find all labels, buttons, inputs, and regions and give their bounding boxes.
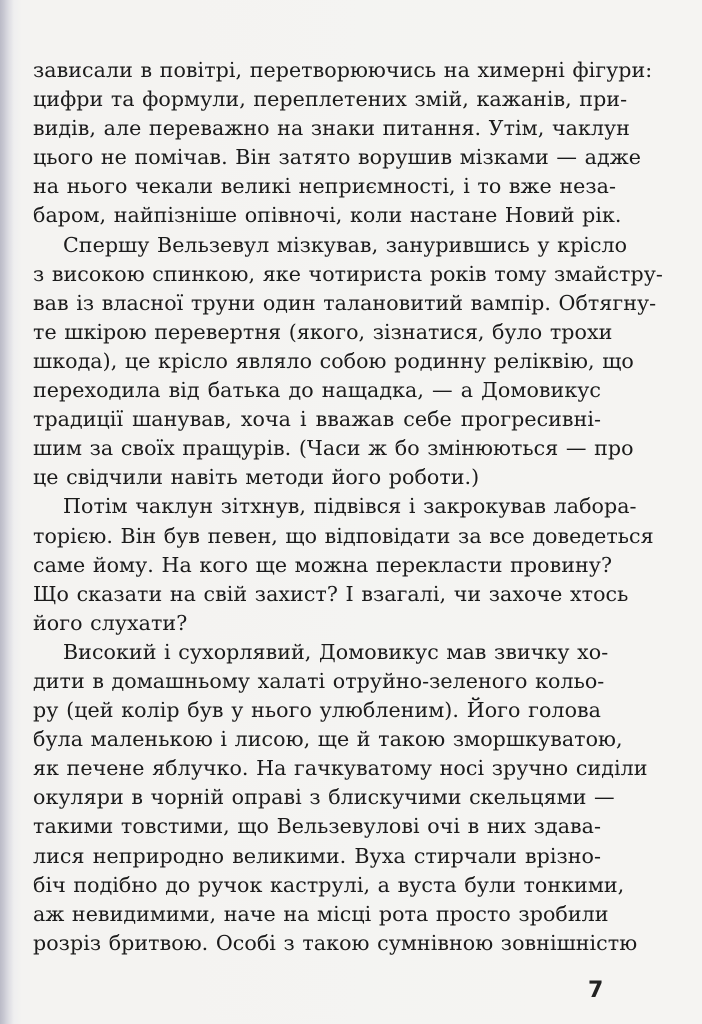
text-line: вав із власної труни один талановитий вампір. Обтягну-	[33, 290, 657, 315]
text-line: на нього чекали великі неприємності, і то вже неза-	[33, 174, 617, 199]
text-line: традиції шанував, хоча і вважав себе прогресивні-	[33, 407, 601, 432]
text-line: шим за своїх пращурів. (Часи ж бо змінюються — про	[33, 436, 634, 461]
text-line: з високою спинкою, яке чотириста років тому змайстру-	[33, 261, 663, 286]
text-line: розріз бритвою. Особі з такою сумнівною зовнішністю	[33, 930, 638, 955]
body-text	[33, 56, 663, 958]
spine-shadow	[0, 0, 14, 1024]
text-line: баром, найпізніше опівночі, коли настане Новий рік.	[33, 203, 622, 228]
page-number: 7	[588, 978, 604, 1003]
text-line: як печене яблучко. На гачкуватому носі зручно сиділи	[33, 756, 648, 781]
text-line: торією. Він був певен, що відповідати за все доведеться	[33, 523, 654, 548]
text-line: була маленькою і лисою, ще й такою зморшкуватою,	[33, 727, 623, 752]
text-line: Потім чаклун зітхнув, підвівся і закрокував лабора-	[63, 494, 637, 519]
text-line: те шкірою перевертня (якого, зізнатися, було трохи	[33, 319, 613, 344]
text-line: аж невидимими, наче на місці рота просто зробили	[33, 901, 609, 926]
text-line: ру (цей колір був у нього улюбленим). Його голова	[33, 698, 601, 723]
text-line: зависали в повітрі, перетворюючись на химерні фігури:	[33, 58, 653, 82]
text-line: переходила від батька до нащадка, — а Домовикус	[33, 378, 601, 403]
text-line: цифри та формули, переплетених змій, кажанів, при-	[33, 87, 628, 112]
text-line: це свідчили навіть методи його роботи.)	[33, 465, 480, 490]
text-line: цього не помічав. Він затято ворушив мізками — адже	[33, 145, 641, 170]
text-line: саме йому. На кого ще можна перекласти провину?	[33, 552, 613, 577]
text-line: видів, але переважно на знаки питання. Утім, чаклун	[33, 116, 630, 141]
text-line: шкода), це крісло являло собою родинну реліквію, що	[33, 348, 634, 373]
text-line: Високий і сухорлявий, Домовикус мав звичку хо-	[63, 639, 609, 664]
text-line: дити в домашньому халаті отруйно-зеленого кольо-	[33, 668, 605, 693]
text-line: Спершу Вельзевул мізкував, занурившись у крісло	[63, 232, 628, 257]
text-line: біч подібно до ручок каструлі, а вуста були тонкими,	[33, 872, 625, 897]
text-line: Що сказати на свій захист? І взагалі, чи захоче хтось	[33, 581, 629, 606]
text-line: такими товстими, що Вельзевулові очі в них здава-	[33, 814, 601, 839]
text-line: лися неприродно великими. Вуха стирчали врізно-	[33, 843, 601, 868]
text-line: його слухати?	[33, 610, 188, 635]
text-line: окуляри в чорній оправі з блискучими скельцями —	[33, 785, 615, 810]
